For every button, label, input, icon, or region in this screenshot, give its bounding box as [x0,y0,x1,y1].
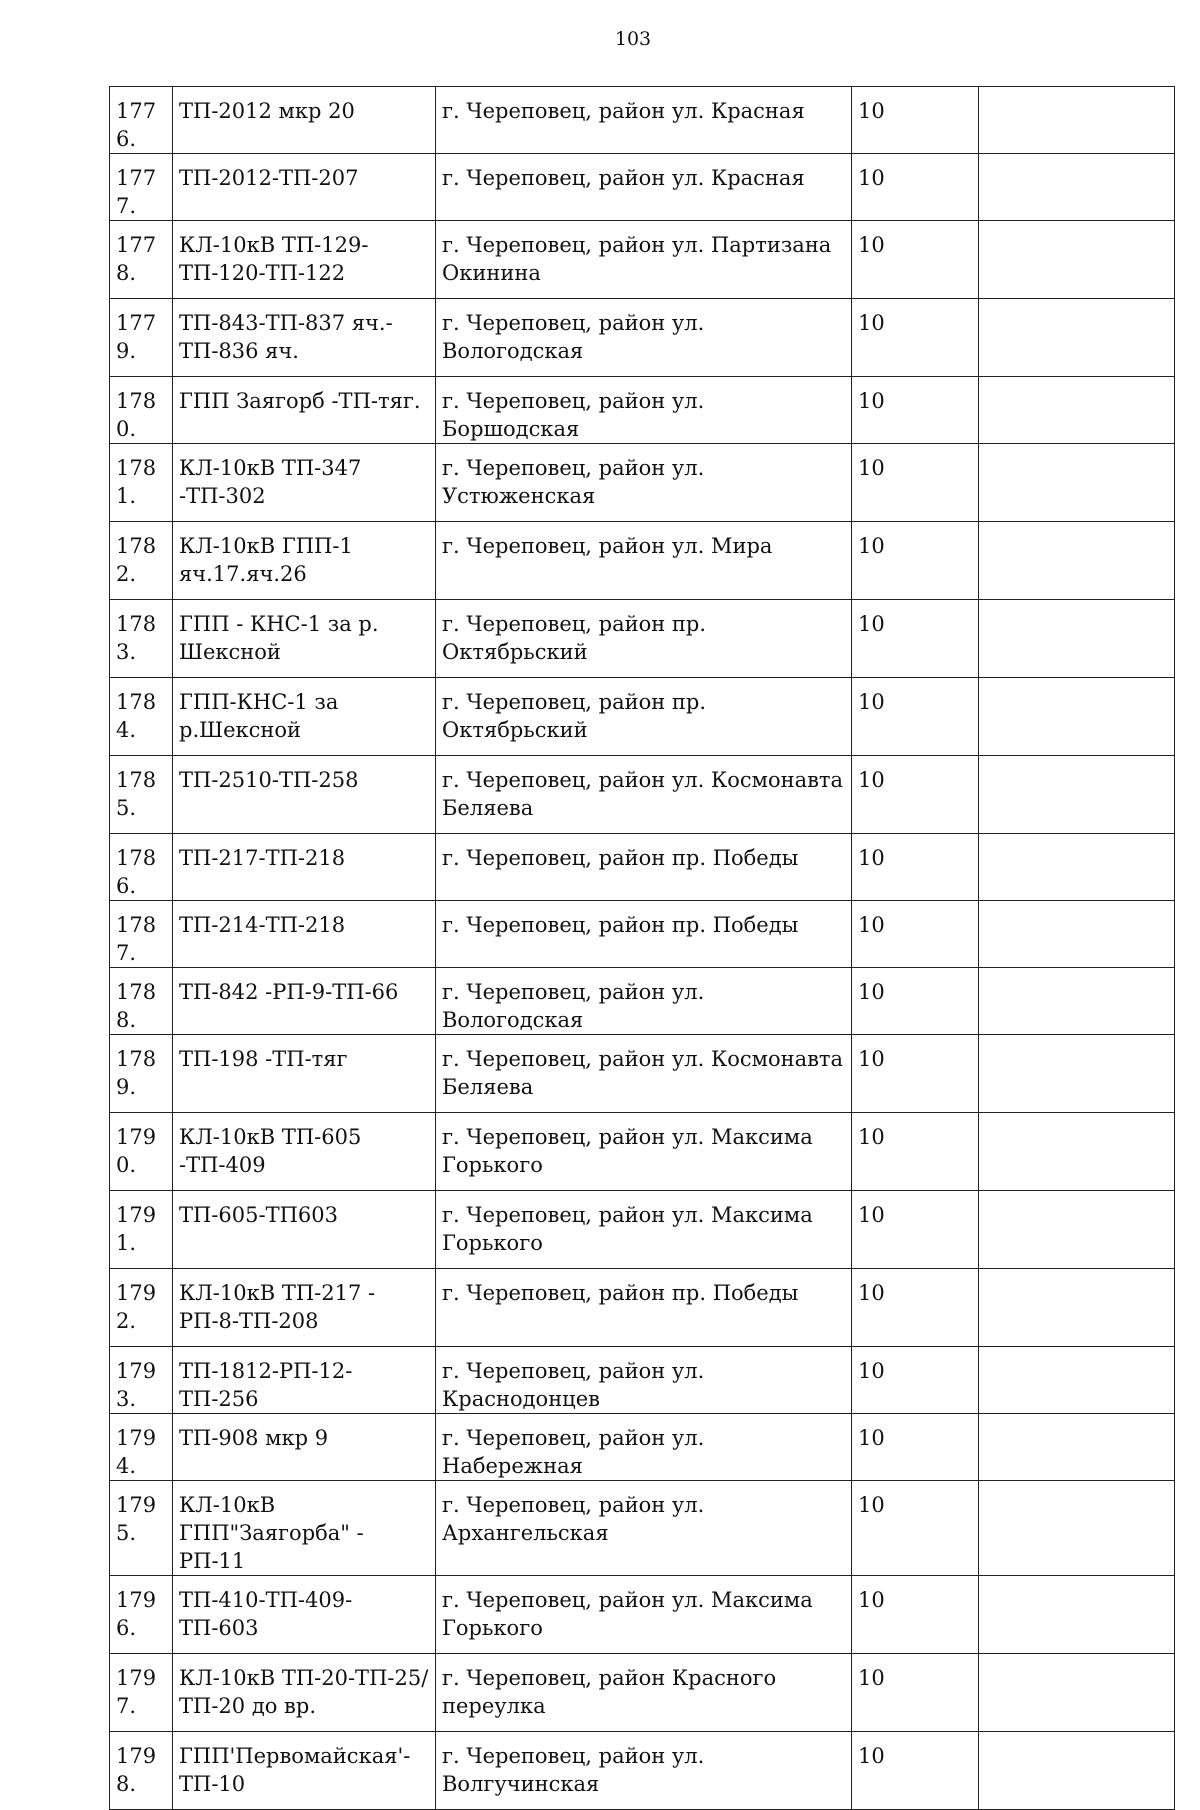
row-number-cell: 1788. [110,968,173,1035]
table-row [110,756,1175,834]
address-cell: г. Череповец, район ул. Мира [436,522,852,600]
notes-cell [979,1347,1175,1414]
object-name-cell: ТП-198 -ТП-тяг [173,1035,436,1113]
voltage-cell: 10 [852,1732,979,1810]
table-row [110,901,1175,968]
object-name-cell: ТП-2012-ТП-207 [173,154,436,221]
address-cell: г. Череповец, район ул. Красная [436,87,852,154]
address-cell: г. Череповец, район пр. Победы [436,1269,852,1347]
table-row [110,1113,1175,1191]
voltage-cell: 10 [852,221,979,299]
notes-cell [979,1035,1175,1113]
voltage-cell: 10 [852,377,979,444]
voltage-cell: 10 [852,1035,979,1113]
voltage-cell: 10 [852,299,979,377]
notes-cell [979,1654,1175,1732]
notes-cell [979,1732,1175,1810]
page-number: 103 [614,28,652,50]
voltage-cell: 10 [852,756,979,834]
table-row [110,678,1175,756]
object-name-cell: ТП-908 мкр 9 [173,1414,436,1481]
voltage-cell: 10 [852,444,979,522]
voltage-cell: 10 [852,968,979,1035]
address-cell: г. Череповец, район Красного переулка [436,1654,852,1732]
voltage-cell: 10 [852,1347,979,1414]
notes-cell [979,299,1175,377]
table-row [110,1654,1175,1732]
address-cell: г. Череповец, район ул. Максима Горького [436,1113,852,1191]
object-name-cell: ГПП'Первомайская'-ТП-10 [173,1732,436,1810]
row-number-cell: 1784. [110,678,173,756]
notes-cell [979,756,1175,834]
registry-table-body [110,87,1175,1810]
address-cell: г. Череповец, район ул. Вологодская [436,968,852,1035]
notes-cell [979,834,1175,901]
table-row [110,522,1175,600]
row-number-cell: 1796. [110,1576,173,1654]
voltage-cell: 10 [852,1576,979,1654]
row-number-cell: 1776. [110,87,173,154]
voltage-cell: 10 [852,87,979,154]
object-name-cell: ГПП-КНС-1 за р.Шексной [173,678,436,756]
object-name-cell: ТП-843-ТП-837 яч.-ТП-836 яч. [173,299,436,377]
address-cell: г. Череповец, район ул. Космонавта Беляева [436,1035,852,1113]
row-number-cell: 1792. [110,1269,173,1347]
table-row [110,1481,1175,1576]
table-row [110,1732,1175,1810]
object-name-cell: ТП-410-ТП-409-ТП-603 [173,1576,436,1654]
address-cell: г. Череповец, район ул. Красная [436,154,852,221]
voltage-cell: 10 [852,600,979,678]
notes-cell [979,221,1175,299]
object-name-cell: ГПП Заягорб -ТП-тяг. [173,377,436,444]
row-number-cell: 1780. [110,377,173,444]
table-row [110,87,1175,154]
object-name-cell: ТП-2510-ТП-258 [173,756,436,834]
voltage-cell: 10 [852,901,979,968]
notes-cell [979,1576,1175,1654]
row-number-cell: 1798. [110,1732,173,1810]
address-cell: г. Череповец, район пр. Октябрьский [436,600,852,678]
row-number-cell: 1795. [110,1481,173,1576]
address-cell: г. Череповец, район пр. Победы [436,901,852,968]
row-number-cell: 1793. [110,1347,173,1414]
row-number-cell: 1779. [110,299,173,377]
table-row [110,221,1175,299]
row-number-cell: 1781. [110,444,173,522]
row-number-cell: 1789. [110,1035,173,1113]
notes-cell [979,1481,1175,1576]
voltage-cell: 10 [852,1481,979,1576]
row-number-cell: 1778. [110,221,173,299]
notes-cell [979,1191,1175,1269]
address-cell: г. Череповец, район ул. Набережная [436,1414,852,1481]
table-row [110,1576,1175,1654]
object-name-cell: ГПП - КНС-1 за р. Шексной [173,600,436,678]
voltage-cell: 10 [852,522,979,600]
notes-cell [979,600,1175,678]
object-name-cell: ТП-2012 мкр 20 [173,87,436,154]
address-cell: г. Череповец, район ул. Устюженская [436,444,852,522]
table-row [110,1269,1175,1347]
address-cell: г. Череповец, район ул. Боршодская [436,377,852,444]
row-number-cell: 1790. [110,1113,173,1191]
object-name-cell: ТП-605-ТП603 [173,1191,436,1269]
address-cell: г. Череповец, район ул. Максима Горького [436,1576,852,1654]
row-number-cell: 1782. [110,522,173,600]
object-name-cell: КЛ-10кВ ГПП-1 яч.17.яч.26 [173,522,436,600]
registry-table [109,86,1175,1810]
address-cell: г. Череповец, район ул. Волгучинская [436,1732,852,1810]
object-name-cell: КЛ-10кВ ТП-217 - РП-8-ТП-208 [173,1269,436,1347]
row-number-cell: 1786. [110,834,173,901]
address-cell: г. Череповец, район ул. Максима Горького [436,1191,852,1269]
row-number-cell: 1783. [110,600,173,678]
table-row [110,1414,1175,1481]
object-name-cell: ТП-217-ТП-218 [173,834,436,901]
object-name-cell: ТП-1812-РП-12-ТП-256 [173,1347,436,1414]
address-cell: г. Череповец, район пр. Октябрьский [436,678,852,756]
voltage-cell: 10 [852,1269,979,1347]
notes-cell [979,87,1175,154]
table-row [110,377,1175,444]
object-name-cell: КЛ-10кВ ТП-605 -ТП-409 [173,1113,436,1191]
object-name-cell: ТП-842 -РП-9-ТП-66 [173,968,436,1035]
voltage-cell: 10 [852,1191,979,1269]
address-cell: г. Череповец, район ул. Вологодская [436,299,852,377]
table-row [110,444,1175,522]
row-number-cell: 1791. [110,1191,173,1269]
table-row [110,1191,1175,1269]
row-number-cell: 1794. [110,1414,173,1481]
notes-cell [979,1113,1175,1191]
notes-cell [979,377,1175,444]
object-name-cell: КЛ-10кВ ГПП"Заягорба" - РП-11 [173,1481,436,1576]
object-name-cell: КЛ-10кВ ТП-129-ТП-120-ТП-122 [173,221,436,299]
row-number-cell: 1787. [110,901,173,968]
object-name-cell: ТП-214-ТП-218 [173,901,436,968]
object-name-cell: КЛ-10кВ ТП-347 -ТП-302 [173,444,436,522]
voltage-cell: 10 [852,154,979,221]
notes-cell [979,444,1175,522]
row-number-cell: 1777. [110,154,173,221]
address-cell: г. Череповец, район ул. Краснодонцев [436,1347,852,1414]
table-row [110,600,1175,678]
row-number-cell: 1797. [110,1654,173,1732]
table-row [110,299,1175,377]
address-cell: г. Череповец, район ул. Космонавта Беляева [436,756,852,834]
notes-cell [979,678,1175,756]
voltage-cell: 10 [852,834,979,901]
voltage-cell: 10 [852,1414,979,1481]
voltage-cell: 10 [852,678,979,756]
notes-cell [979,1414,1175,1481]
table-row [110,1035,1175,1113]
notes-cell [979,154,1175,221]
address-cell: г. Череповец, район пр. Победы [436,834,852,901]
notes-cell [979,968,1175,1035]
table-row [110,834,1175,901]
notes-cell [979,1269,1175,1347]
address-cell: г. Череповец, район ул. Партизана Окинина [436,221,852,299]
notes-cell [979,901,1175,968]
table-row [110,154,1175,221]
object-name-cell: КЛ-10кВ ТП-20-ТП-25/ТП-20 до вр. [173,1654,436,1732]
voltage-cell: 10 [852,1113,979,1191]
table-row [110,968,1175,1035]
address-cell: г. Череповец, район ул. Архангельская [436,1481,852,1576]
notes-cell [979,522,1175,600]
row-number-cell: 1785. [110,756,173,834]
table-row [110,1347,1175,1414]
voltage-cell: 10 [852,1654,979,1732]
